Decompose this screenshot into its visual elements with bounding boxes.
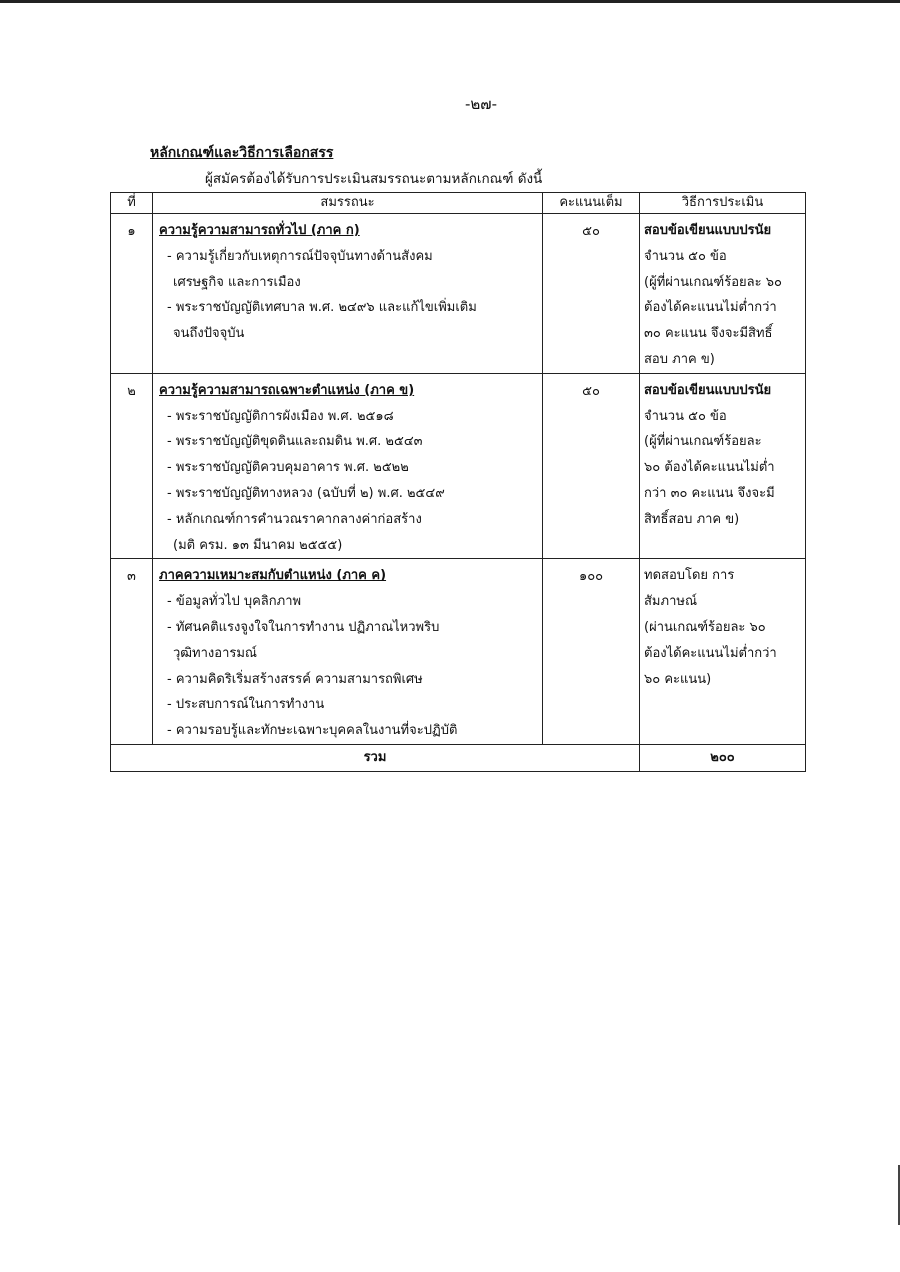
competency-item: - พระราชบัญญัติขุดดินและถมดิน พ.ศ. ๒๕๔๓ <box>167 434 423 450</box>
method-line: ๖๐ ต้องได้คะแนนไม่ต่ำ <box>644 460 775 476</box>
method-line: สัมภาษณ์ <box>644 594 698 610</box>
table-row <box>111 373 806 559</box>
full-score: ๕๐ <box>543 373 640 559</box>
method-line: กว่า ๓๐ คะแนน จึงจะมี <box>644 485 775 501</box>
competency-item: - ประสบการณ์ในการทำงาน <box>167 697 325 713</box>
page-number: -๒๗- <box>465 95 497 113</box>
competency-item: - ความรู้เกี่ยวกับเหตุการณ์ปัจจุบันทางด้านสังคม <box>167 248 433 264</box>
full-score: ๑๐๐ <box>543 559 640 745</box>
competency-item: - พระราชบัญญัติทางหลวง (ฉบับที่ ๒) พ.ศ. ๒๕๔๙ <box>167 485 445 501</box>
table-header-row <box>111 193 806 214</box>
total-row <box>111 744 806 771</box>
competency-title: ภาคความเหมาะสมกับตำแหน่ง (ภาค ค) <box>159 568 387 584</box>
method-line: (ผู้ที่ผ่านเกณฑ์ร้อยละ <box>644 434 762 450</box>
competency-item: วุฒิทางอารมณ์ <box>173 645 257 661</box>
row-number: ๒ <box>111 373 153 559</box>
header-competency: สมรรถนะ <box>153 193 543 214</box>
method-title: สอบข้อเขียนแบบปรนัย <box>644 382 772 398</box>
top-border-line <box>0 0 900 3</box>
full-score: ๕๐ <box>543 214 640 374</box>
method-line: สิทธิ์สอบ ภาค ข) <box>644 511 740 527</box>
competency-title: ความรู้ความสามารถเฉพาะตำแหน่ง (ภาค ข) <box>159 382 415 398</box>
method-line: (ผู้ที่ผ่านเกณฑ์ร้อยละ ๖๐ <box>644 274 782 290</box>
header-score: คะแนนเต็ม <box>543 193 640 214</box>
competency-item: - ความรอบรู้และทักษะเฉพาะบุคคลในงานที่จะปฏิบัติ <box>167 723 458 739</box>
assessment-method-cell <box>640 559 806 745</box>
competency-item: เศรษฐกิจ และการเมือง <box>173 274 301 290</box>
header-method: วิธีการประเมิน <box>640 193 806 214</box>
section-heading: หลักเกณฑ์และวิธีการเลือกสรร <box>150 145 334 161</box>
assessment-method-cell <box>640 373 806 559</box>
table-row <box>111 214 806 374</box>
competency-cell <box>153 214 543 374</box>
competency-item: - ข้อมูลทั่วไป บุคลิกภาพ <box>167 594 302 610</box>
header-no: ที่ <box>111 193 153 214</box>
method-line: ทดสอบโดย การ <box>644 568 735 584</box>
method-line: สอบ ภาค ข) <box>644 351 715 367</box>
method-line: ต้องได้คะแนนไม่ต่ำกว่า <box>644 645 777 661</box>
table-row <box>111 559 806 745</box>
row-number: ๓ <box>111 559 153 745</box>
competency-item: - ความคิดริเริ่มสร้างสรรค์ ความสามารถพิเศษ <box>167 671 423 687</box>
assessment-table <box>110 192 806 772</box>
competency-item: จนถึงปัจจุบัน <box>173 326 245 342</box>
competency-item: - พระราชบัญญัติการผังเมือง พ.ศ. ๒๕๑๘ <box>167 408 394 424</box>
competency-cell <box>153 373 543 559</box>
competency-item: - พระราชบัญญัติควบคุมอาคาร พ.ศ. ๒๕๒๒ <box>167 460 409 476</box>
method-line: จำนวน ๕๐ ข้อ <box>644 408 727 424</box>
total-score: ๒๐๐ <box>640 744 806 771</box>
intro-text: ผู้สมัครต้องได้รับการประเมินสมรรถนะตามหลักเกณฑ์ ดังนี้ <box>205 171 543 187</box>
competency-title: ความรู้ความสามารถทั่วไป (ภาค ก) <box>159 223 360 238</box>
competency-cell <box>153 559 543 745</box>
competency-item: - ทัศนคติแรงจูงใจในการทำงาน ปฏิภาณไหวพริบ <box>167 619 440 635</box>
method-line: (ผ่านเกณฑ์ร้อยละ ๖๐ <box>644 619 766 635</box>
row-number: ๑ <box>111 214 153 374</box>
method-line: จำนวน ๕๐ ข้อ <box>644 248 727 264</box>
assessment-method-cell <box>640 214 806 374</box>
competency-item: - หลักเกณฑ์การคำนวณราคากลางค่าก่อสร้าง <box>167 511 422 527</box>
method-line: ๖๐ คะแนน) <box>644 671 712 687</box>
competency-item: - พระราชบัญญัติเทศบาล พ.ศ. ๒๔๙๖ และแก้ไขเพิ่มเติม <box>167 300 477 316</box>
method-title: สอบข้อเขียนแบบปรนัย <box>644 223 772 238</box>
competency-item: (มติ ครม. ๑๓ มีนาคม ๒๕๕๕) <box>173 537 343 553</box>
method-line: ๓๐ คะแนน จึงจะมีสิทธิ์ <box>644 326 773 342</box>
method-line: ต้องได้คะแนนไม่ต่ำกว่า <box>644 300 777 316</box>
total-label: รวม <box>111 744 640 771</box>
